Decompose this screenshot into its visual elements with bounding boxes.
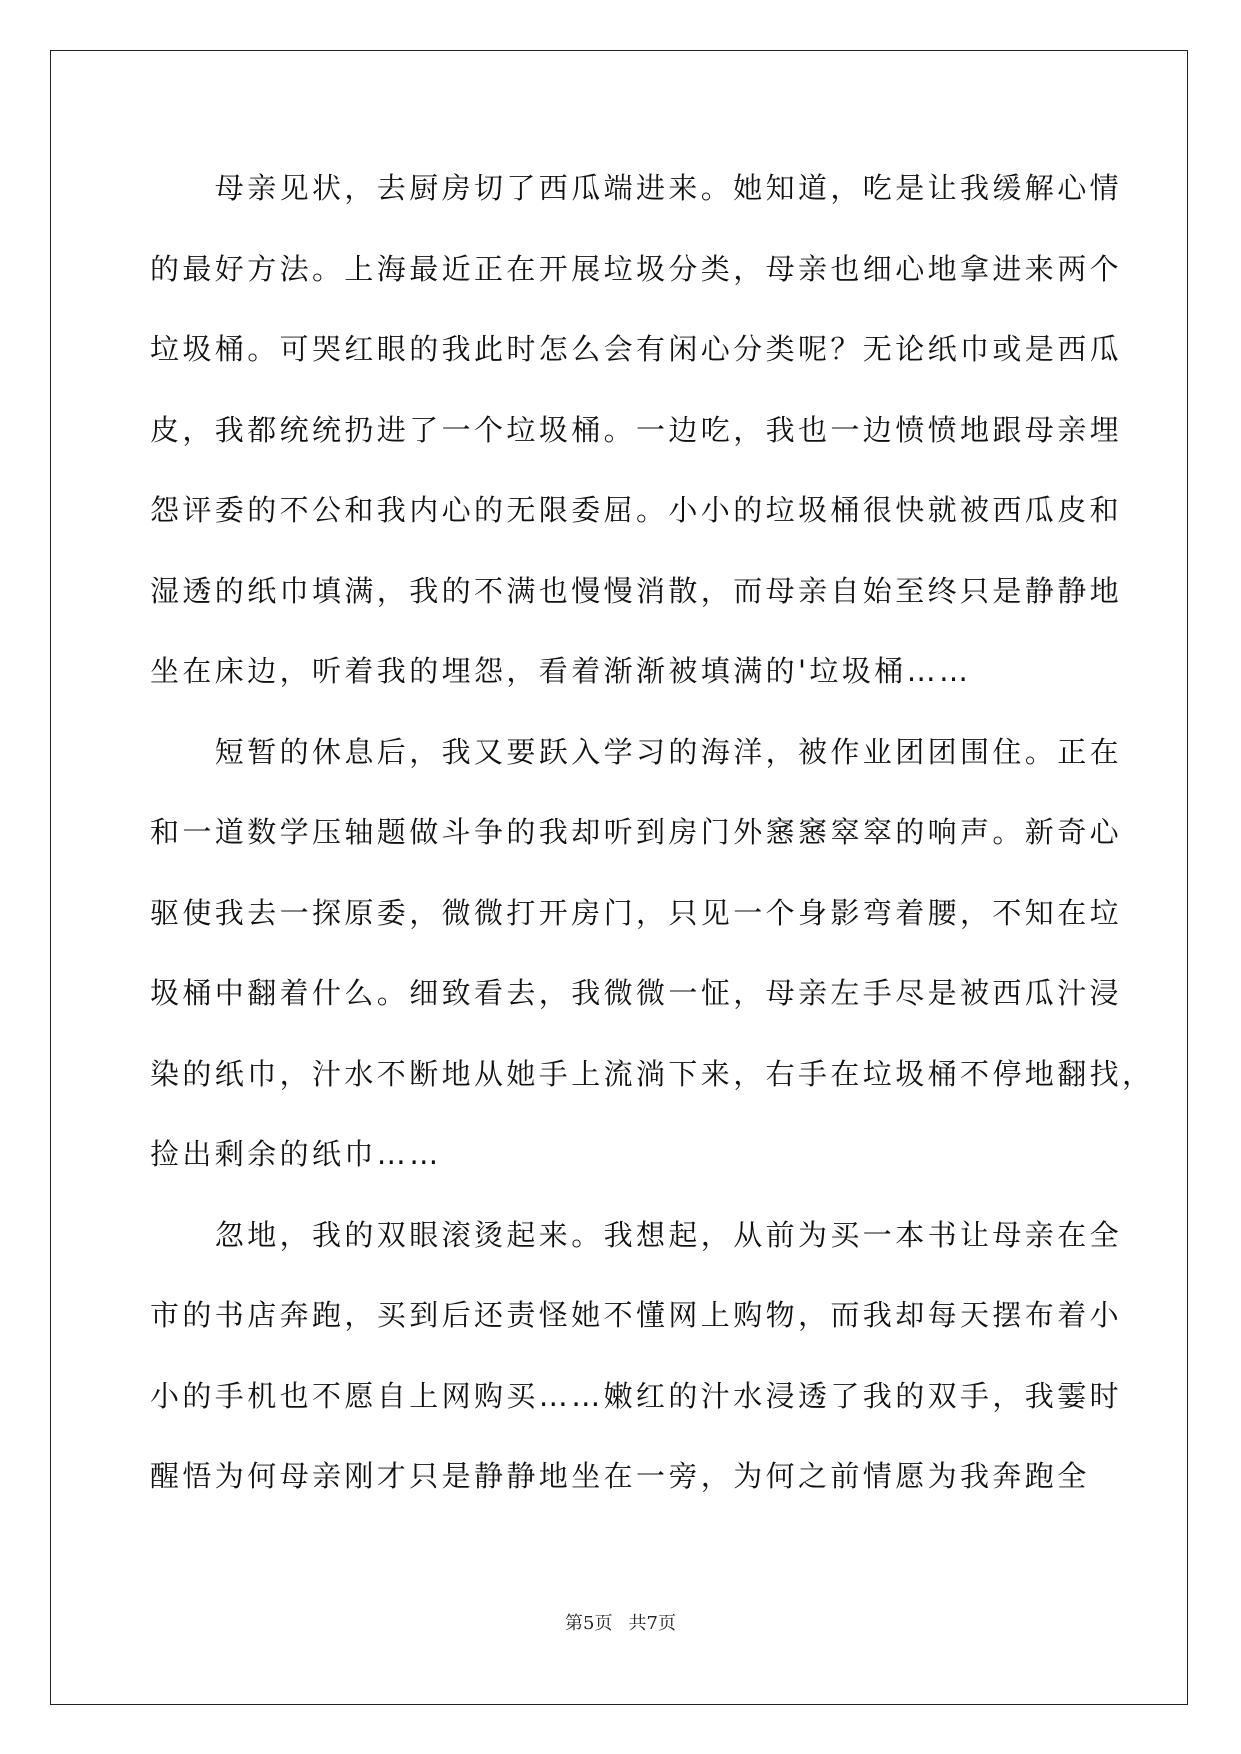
text-line: 醒悟为何母亲刚才只是静静地坐在一旁，为何之前情愿为我奔跑全 [150,1459,1090,1493]
page-total: 共7页 [628,1613,676,1634]
text-line: 市的书店奔跑，买到后还责怪她不懂网上购物，而我却每天摆布着小 [150,1298,1123,1332]
text-line: 驱使我去一探原委，微微打开房门，只见一个身影弯着腰，不知在垃 [150,895,1123,930]
text-line: 染的纸巾，汁水不断地从她手上流淌下来，右手在垃圾桶不停地翻找， [150,1056,1155,1091]
text-line: 怨评委的不公和我内心的无限委屈。小小的垃圾桶很快就被西瓜皮和 [150,493,1123,527]
text-line: 和一道数学压轴题做斗争的我却听到房门外窸窸窣窣的响声。新奇心 [150,815,1123,849]
text-line: 皮，我都统统扔进了一个垃圾桶。一边吃，我也一边愤愤地跟母亲埋 [150,412,1123,447]
text-line: 圾桶中翻着什么。细致看去，我微微一怔，母亲左手尽是被西瓜汁浸 [150,976,1123,1010]
page-footer [0,1609,1241,1635]
text-line: 垃圾桶。可哭红眼的我此时怎么会有闲心分类呢？无论纸巾或是西瓜 [150,332,1123,366]
text-line: 忽地，我的双眼滚烫起来。我想起，从前为买一本书让母亲在全 [150,1217,1123,1252]
text-line: 短暂的休息后，我又要跃入学习的海洋，被作业团团围住。正在 [150,734,1123,769]
text-line: 坐在床边，听着我的埋怨，看着渐渐被填满的'垃圾桶…… [150,654,972,688]
text-line: 捡出剩余的纸巾…… [150,1137,442,1171]
text-line: 小的手机也不愿自上网购买……嫩红的汁水浸透了我的双手，我霎时 [150,1378,1123,1413]
text-line: 的最好方法。上海最近正在开展垃圾分类，母亲也细心地拿进来两个 [150,251,1123,286]
page-number: 第5页 [565,1613,613,1634]
text-line: 湿透的纸巾填满，我的不满也慢慢消散，而母亲自始至终只是静静地 [150,573,1123,608]
text-line: 母亲见状，去厨房切了西瓜端进来。她知道，吃是让我缓解心情 [150,171,1123,205]
document-body [150,157,1155,1526]
